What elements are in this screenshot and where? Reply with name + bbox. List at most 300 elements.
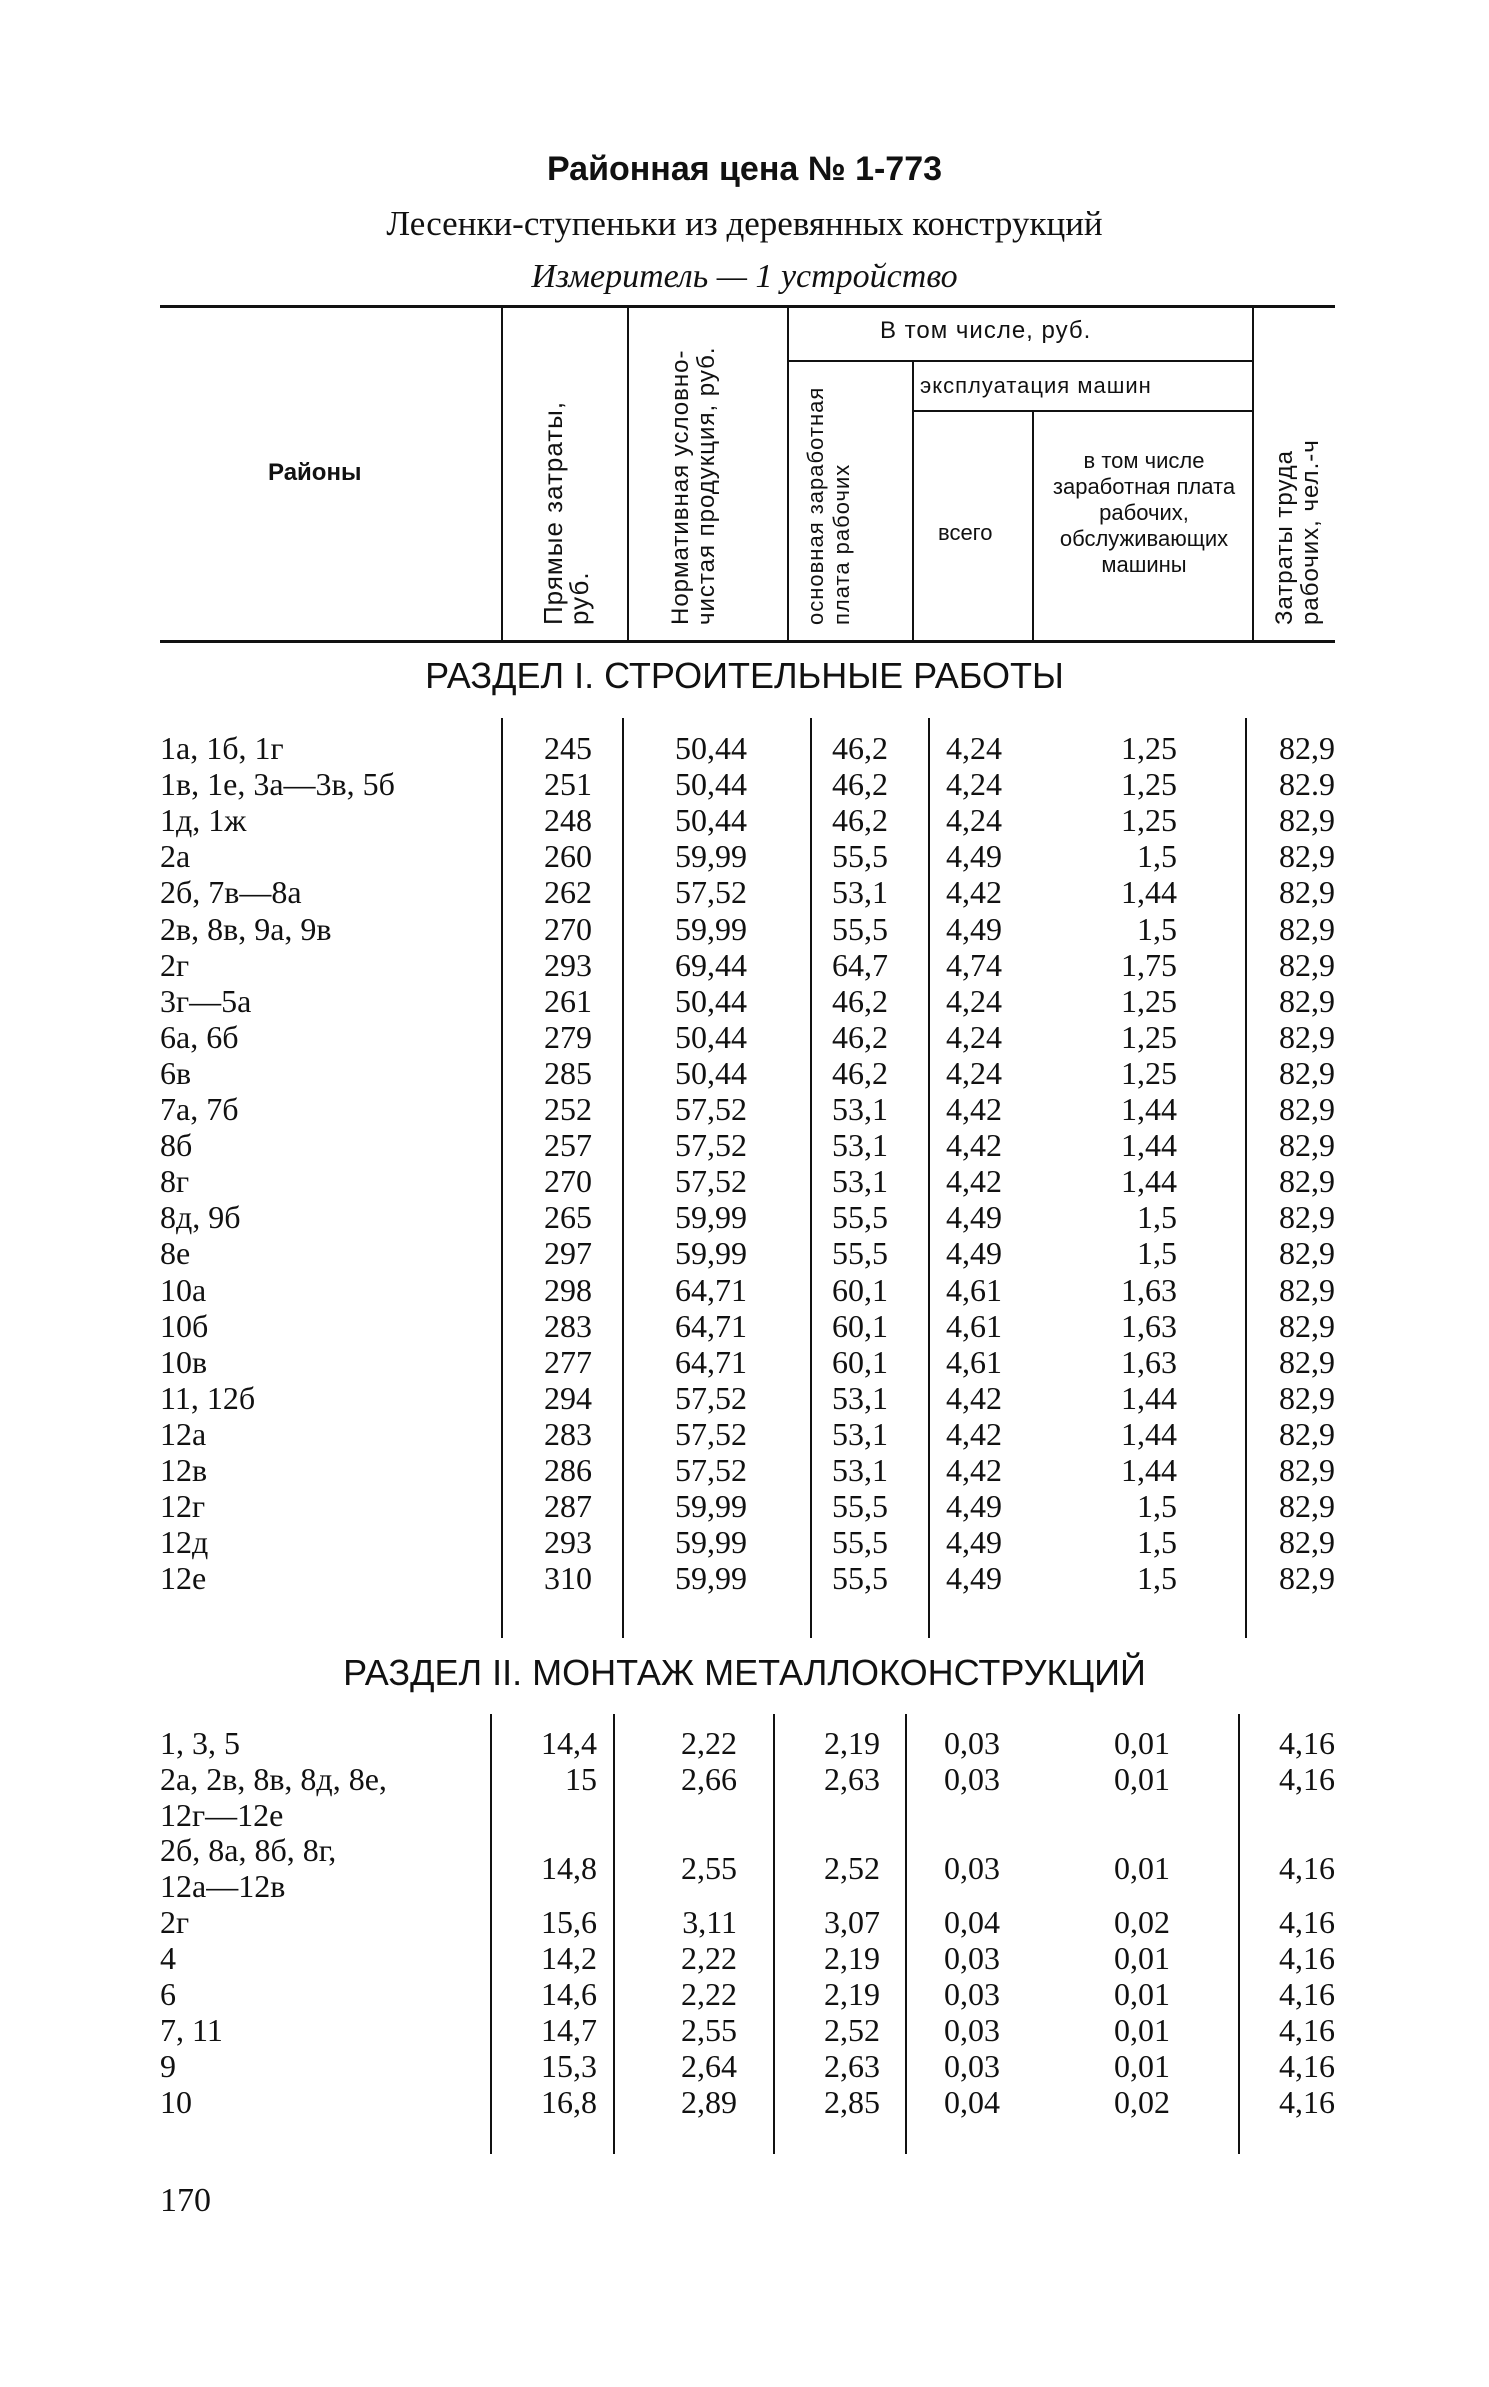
machine-total-cell: 4,61 [946,1271,1002,1308]
district-cell: 12г [160,1488,206,1525]
district-cell: 6в [160,1054,192,1091]
normative-cost-cell: 50,44 [675,1018,747,1055]
labor-cell: 4,16 [1279,1904,1335,1940]
table-row [0,1725,1489,1761]
operator-wage-cell: 1,25 [1121,982,1177,1019]
district-cell: 8е [160,1235,191,1272]
direct-cost-cell: 310 [544,1560,592,1597]
wage-cell: 46,2 [832,1018,888,1055]
normative-cost-cell: 57,52 [675,1127,747,1164]
district-cell: 8г [160,1163,190,1200]
wage-cell: 60,1 [832,1271,888,1308]
district-cell: 2а [160,838,191,875]
table-row [0,1761,1489,1833]
operator-wage-cell: 1,5 [1137,1560,1177,1597]
operator-wage-cell: 0,02 [1114,1904,1170,1940]
normative-cost-cell: 2,22 [681,1976,737,2012]
machine-total-cell: 0,03 [944,1940,1000,1976]
machine-total-cell: 4,49 [946,1560,1002,1597]
direct-cost-cell: 16,8 [541,2084,597,2120]
district-cell: 7, 11 [160,2012,223,2048]
header-exploitation: эксплуатация машин [920,373,1152,398]
operator-wage-cell: 1,25 [1121,1018,1177,1055]
labor-cell: 82,9 [1279,1091,1335,1127]
table-row [0,1055,1489,1091]
s2-divider-1 [490,1714,492,2154]
normative-cost-cell: 57,52 [675,1379,747,1416]
direct-cost-cell: 265 [544,1199,592,1236]
table-row [0,1976,1489,2012]
normative-cost-cell: 64,71 [675,1343,747,1380]
district-cell: 10 [160,2084,192,2120]
machine-total-cell: 4,49 [946,1488,1002,1525]
normative-cost-cell: 57,52 [675,1091,747,1127]
district-cell: 2а, 2в, 8в, 8д, 8е, [160,1761,387,1797]
s1-divider-2 [622,718,624,1638]
direct-cost-cell: 283 [544,1415,592,1452]
table-row [0,1524,1489,1560]
labor-cell: 82,9 [1279,1560,1335,1597]
wage-cell: 2,85 [824,2084,880,2120]
machine-total-cell: 4,49 [946,1199,1002,1236]
operator-wage-cell: 1,5 [1137,1488,1177,1525]
district-cell: 12е [160,1560,207,1597]
s2-divider-4 [905,1714,907,2154]
district-cell: 1в, 1е, 3а—3в, 5б [160,766,395,803]
machine-total-cell: 0,03 [944,1850,1000,1886]
table-row [0,1940,1489,1976]
normative-cost-cell: 57,52 [675,1163,747,1200]
header-divider-3 [787,305,789,640]
measure-unit: Измеритель — 1 устройство [531,258,958,295]
wage-cell: 64,7 [832,946,888,983]
table-row [0,1308,1489,1344]
district-cell: 2г [160,946,190,983]
operator-wage-cell: 1,63 [1121,1343,1177,1380]
wage-cell: 53,1 [832,1127,888,1164]
wage-cell: 2,19 [824,1940,880,1976]
district-cell: 2б, 8а, 8б, 8г, [160,1832,337,1868]
operator-wage-cell: 1,25 [1121,766,1177,803]
table-row [0,874,1489,910]
labor-cell: 82,9 [1279,1018,1335,1055]
district-cell: 8б [160,1127,193,1164]
wage-cell: 53,1 [832,874,888,911]
operator-wage-cell: 0,01 [1114,1976,1170,2012]
normative-cost-cell: 59,99 [675,838,747,875]
wage-cell: 2,63 [824,1761,880,1797]
labor-cell: 82,9 [1279,730,1335,766]
district-cell: 1, 3, 5 [160,1725,240,1761]
labor-cell: 4,16 [1279,1725,1335,1761]
table-row [0,1832,1489,1904]
wage-cell: 46,2 [832,982,888,1019]
district-cell: 2в, 8в, 9а, 9в [160,910,332,947]
direct-cost-cell: 15 [565,1761,597,1797]
operator-wage-cell: 1,5 [1137,1199,1177,1236]
direct-cost-cell: 14,4 [541,1725,597,1761]
operator-wage-cell: 1,44 [1121,1091,1177,1127]
s1-divider-5 [1245,718,1247,1638]
s1-divider-3 [810,718,812,1638]
labor-cell: 82,9 [1279,1127,1335,1164]
operator-wage-cell: 0,01 [1114,1725,1170,1761]
machine-total-cell: 4,42 [946,1415,1002,1452]
operator-wage-cell: 0,02 [1114,2084,1170,2120]
operator-wage-cell: 0,01 [1114,1940,1170,1976]
machine-total-cell: 4,24 [946,982,1002,1019]
section-2-title: РАЗДЕЛ II. МОНТАЖ МЕТАЛЛОКОНСТРУКЦИЙ [343,1652,1146,1693]
direct-cost-cell: 252 [544,1091,592,1127]
machine-total-cell: 4,24 [946,802,1002,839]
direct-cost-cell: 270 [544,1163,592,1200]
normative-cost-cell: 2,64 [681,2048,737,2084]
normative-cost-cell: 3,11 [682,1904,737,1940]
operator-wage-cell: 1,25 [1121,802,1177,839]
labor-cell: 82,9 [1279,1163,1335,1200]
wage-cell: 55,5 [832,1199,888,1236]
wage-cell: 2,63 [824,2048,880,2084]
operator-wage-cell: 1,5 [1137,1235,1177,1272]
operator-wage-cell: 0,01 [1114,2048,1170,2084]
wage-cell: 2,52 [824,1850,880,1886]
normative-cost-cell: 59,99 [675,1524,747,1561]
normative-cost-cell: 2,55 [681,1850,737,1886]
wage-cell: 55,5 [832,1524,888,1561]
page-subtitle: Лесенки-ступеньки из деревянных конструкций [386,204,1103,243]
operator-wage-cell: 0,01 [1114,1761,1170,1797]
wage-cell: 55,5 [832,838,888,875]
wage-cell: 46,2 [832,730,888,766]
normative-cost-cell: 59,99 [675,1199,747,1236]
labor-cell: 82,9 [1279,1235,1335,1272]
machine-total-cell: 4,42 [946,1452,1002,1488]
table-row [0,1019,1489,1055]
machine-total-cell: 4,61 [946,1307,1002,1344]
machine-total-cell: 4,24 [946,1018,1002,1055]
normative-cost-cell: 50,44 [675,766,747,803]
normative-cost-cell: 64,71 [675,1307,747,1344]
table-row [0,911,1489,947]
header-district: Районы [268,459,362,486]
normative-cost-cell: 2,66 [681,1761,737,1797]
direct-cost-cell: 279 [544,1018,592,1055]
direct-cost-cell: 261 [544,982,592,1019]
operator-wage-cell: 1,75 [1121,946,1177,983]
district-cell-continued: 12г—12е [160,1797,284,1833]
table-row [0,1272,1489,1308]
header-including: В том числе, руб. [880,317,1092,344]
direct-cost-cell: 260 [544,838,592,875]
labor-cell: 82,9 [1279,946,1335,983]
header-wage: основная заработная плата рабочих [803,386,854,625]
district-cell: 3г—5а [160,982,252,1019]
machine-total-cell: 4,42 [946,1091,1002,1127]
machine-total-cell: 4,42 [946,1379,1002,1416]
wage-cell: 53,1 [832,1415,888,1452]
district-cell: 2г [160,1904,190,1940]
header-operator-wage: в том числе заработная плата рабочих, обслуживающих машины [1052,448,1236,577]
header-divider-4 [912,360,914,640]
machine-total-cell: 0,03 [944,1976,1000,2012]
district-cell: 12в [160,1452,208,1488]
table-row [0,1904,1489,1940]
labor-cell: 4,16 [1279,2084,1335,2120]
district-cell: 1д, 1ж [160,802,247,839]
normative-cost-cell: 69,44 [675,946,747,983]
wage-cell: 53,1 [832,1452,888,1488]
district-cell: 11, 12б [160,1379,256,1416]
header-top-rule [160,305,1335,308]
direct-cost-cell: 262 [544,874,592,911]
labor-cell: 82.9 [1279,766,1335,803]
normative-cost-cell: 2,22 [681,1725,737,1761]
normative-cost-cell: 59,99 [675,1235,747,1272]
direct-cost-cell: 248 [544,802,592,839]
machine-total-cell: 4,49 [946,1235,1002,1272]
operator-wage-cell: 1,44 [1121,1127,1177,1164]
machine-total-cell: 4,42 [946,1127,1002,1164]
wage-cell: 60,1 [832,1343,888,1380]
district-cell: 2б, 7в—8а [160,874,302,911]
labor-cell: 82,9 [1279,1415,1335,1452]
wage-cell: 46,2 [832,1054,888,1091]
labor-cell: 82,9 [1279,1271,1335,1308]
district-cell: 12а [160,1415,207,1452]
operator-wage-cell: 1,5 [1137,910,1177,947]
wage-cell: 53,1 [832,1091,888,1127]
table-row [0,1199,1489,1235]
normative-cost-cell: 2,55 [681,2012,737,2048]
header-divider-2 [627,305,629,640]
direct-cost-cell: 286 [544,1452,592,1488]
direct-cost-cell: 14,7 [541,2012,597,2048]
table-row [0,2012,1489,2048]
table-row [0,1235,1489,1271]
table-row [0,1452,1489,1488]
operator-wage-cell: 1,44 [1121,1452,1177,1488]
normative-cost-cell: 2,89 [681,2084,737,2120]
header-labor: Затраты труда рабочих, чел.-ч [1271,439,1324,625]
labor-cell: 82,9 [1279,802,1335,839]
operator-wage-cell: 1,25 [1121,1054,1177,1091]
s2-divider-3 [773,1714,775,2154]
direct-cost-cell: 15,6 [541,1904,597,1940]
labor-cell: 82,9 [1279,874,1335,911]
header-divider-6 [1252,305,1254,640]
machine-total-cell: 0,03 [944,1725,1000,1761]
normative-cost-cell: 59,99 [675,910,747,947]
labor-cell: 82,9 [1279,982,1335,1019]
normative-cost-cell: 50,44 [675,982,747,1019]
direct-cost-cell: 297 [544,1235,592,1272]
direct-cost-cell: 251 [544,766,592,803]
table-row [0,838,1489,874]
normative-cost-cell: 50,44 [675,1054,747,1091]
labor-cell: 4,16 [1279,2012,1335,2048]
machine-total-cell: 4,49 [946,838,1002,875]
direct-cost-cell: 283 [544,1307,592,1344]
header-direct-costs: Прямые затраты, руб. [538,400,594,625]
normative-cost-cell: 59,99 [675,1560,747,1597]
page-number: 170 [160,2182,211,2219]
district-cell: 1а, 1б, 1г [160,730,284,766]
page-title: Районная цена № 1-773 [546,150,943,188]
wage-cell: 55,5 [832,1488,888,1525]
s1-divider-4 [928,718,930,1638]
operator-wage-cell: 1,63 [1121,1307,1177,1344]
machine-total-cell: 4,24 [946,1054,1002,1091]
table-row [0,730,1489,766]
machine-total-cell: 0,04 [944,2084,1000,2120]
header-total: всего [938,520,993,545]
wage-cell: 55,5 [832,910,888,947]
direct-cost-cell: 285 [544,1054,592,1091]
table-row [0,1127,1489,1163]
table-row [0,947,1489,983]
normative-cost-cell: 50,44 [675,730,747,766]
direct-cost-cell: 293 [544,946,592,983]
wage-cell: 60,1 [832,1307,888,1344]
district-cell: 8д, 9б [160,1199,241,1236]
labor-cell: 4,16 [1279,1940,1335,1976]
normative-cost-cell: 64,71 [675,1271,747,1308]
direct-cost-cell: 287 [544,1488,592,1525]
operator-wage-cell: 0,01 [1114,2012,1170,2048]
s2-divider-5 [1238,1714,1240,2154]
normative-cost-cell: 50,44 [675,802,747,839]
operator-wage-cell: 1,5 [1137,838,1177,875]
wage-cell: 53,1 [832,1163,888,1200]
table-row [0,802,1489,838]
labor-cell: 82,9 [1279,838,1335,875]
wage-cell: 3,07 [824,1904,880,1940]
table-row [0,2084,1489,2120]
table-row [0,1380,1489,1416]
machine-total-cell: 4,49 [946,910,1002,947]
labor-cell: 82,9 [1279,1307,1335,1344]
direct-cost-cell: 298 [544,1271,592,1308]
labor-cell: 4,16 [1279,1976,1335,2012]
s1-divider-1 [501,718,503,1638]
district-cell: 7а, 7б [160,1091,239,1127]
wage-cell: 55,5 [832,1235,888,1272]
normative-cost-cell: 57,52 [675,1452,747,1488]
operator-wage-cell: 1,44 [1121,1379,1177,1416]
table-row [0,1560,1489,1596]
header-divider-5 [1032,410,1034,640]
normative-cost-cell: 2,22 [681,1940,737,1976]
district-cell: 6а, 6б [160,1018,239,1055]
operator-wage-cell: 1,5 [1137,1524,1177,1561]
machine-total-cell: 4,49 [946,1524,1002,1561]
wage-cell: 53,1 [832,1379,888,1416]
labor-cell: 82,9 [1279,1343,1335,1380]
labor-cell: 82,9 [1279,910,1335,947]
direct-cost-cell: 14,8 [541,1850,597,1886]
machine-total-cell: 4,61 [946,1343,1002,1380]
labor-cell: 82,9 [1279,1199,1335,1236]
table-row [0,1344,1489,1380]
wage-cell: 46,2 [832,802,888,839]
section-1-title: РАЗДЕЛ I. СТРОИТЕЛЬНЫЕ РАБОТЫ [425,655,1064,696]
wage-cell: 2,19 [824,1725,880,1761]
table-row [0,1488,1489,1524]
machine-total-cell: 4,24 [946,730,1002,766]
exploitation-rule [912,410,1252,412]
table-row [0,1091,1489,1127]
district-cell: 12д [160,1524,209,1561]
labor-cell: 82,9 [1279,1379,1335,1416]
labor-cell: 82,9 [1279,1488,1335,1525]
table-row [0,1163,1489,1199]
header-normative: Нормативная условно-чистая продукция, руб. [667,346,720,625]
direct-cost-cell: 257 [544,1127,592,1164]
normative-cost-cell: 59,99 [675,1488,747,1525]
operator-wage-cell: 1,44 [1121,1163,1177,1200]
district-cell: 10а [160,1271,207,1308]
district-cell: 4 [160,1940,176,1976]
direct-cost-cell: 277 [544,1343,592,1380]
operator-wage-cell: 1,44 [1121,1415,1177,1452]
labor-cell: 82,9 [1279,1452,1335,1488]
wage-cell: 46,2 [832,766,888,803]
operator-wage-cell: 0,01 [1114,1850,1170,1886]
machine-total-cell: 4,24 [946,766,1002,803]
normative-cost-cell: 57,52 [675,1415,747,1452]
operator-wage-cell: 1,63 [1121,1271,1177,1308]
s2-divider-2 [613,1714,615,2154]
district-cell-continued: 12а—12в [160,1868,286,1904]
district-cell: 6 [160,1976,176,2012]
normative-cost-cell: 57,52 [675,874,747,911]
labor-cell: 4,16 [1279,2048,1335,2084]
table-row [0,1416,1489,1452]
machine-total-cell: 4,74 [946,946,1002,983]
labor-cell: 82,9 [1279,1524,1335,1561]
table-row [0,983,1489,1019]
labor-cell: 4,16 [1279,1850,1335,1886]
direct-cost-cell: 245 [544,730,592,766]
header-divider-1 [501,305,503,640]
table-row [0,2048,1489,2084]
labor-cell: 82,9 [1279,1054,1335,1091]
operator-wage-cell: 1,25 [1121,730,1177,766]
table-row [0,766,1489,802]
machine-total-cell: 0,04 [944,1904,1000,1940]
district-cell: 10б [160,1307,209,1344]
operator-wage-cell: 1,44 [1121,874,1177,911]
wage-cell: 2,52 [824,2012,880,2048]
machine-total-cell: 0,03 [944,2012,1000,2048]
direct-cost-cell: 293 [544,1524,592,1561]
direct-cost-cell: 14,2 [541,1940,597,1976]
machine-total-cell: 0,03 [944,1761,1000,1797]
header-bottom-rule [160,640,1335,643]
wage-cell: 55,5 [832,1560,888,1597]
including-rule [787,360,1252,362]
wage-cell: 2,19 [824,1976,880,2012]
machine-total-cell: 4,42 [946,1163,1002,1200]
direct-cost-cell: 270 [544,910,592,947]
direct-cost-cell: 14,6 [541,1976,597,2012]
district-cell: 10в [160,1343,208,1380]
direct-cost-cell: 15,3 [541,2048,597,2084]
direct-cost-cell: 294 [544,1379,592,1416]
machine-total-cell: 0,03 [944,2048,1000,2084]
district-cell: 9 [160,2048,176,2084]
machine-total-cell: 4,42 [946,874,1002,911]
